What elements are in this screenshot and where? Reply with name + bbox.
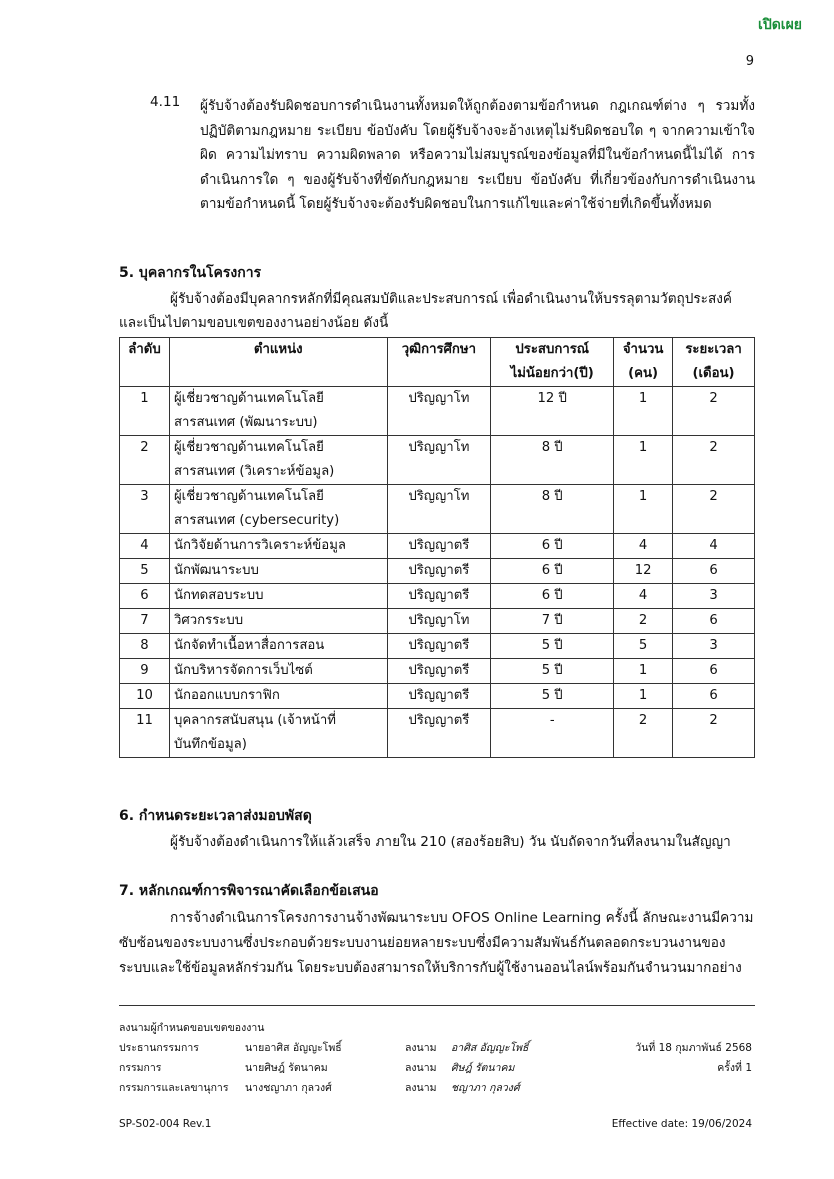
section-5-heading: 5. บุคลากรในโครงการ [119,265,262,281]
footer-date: วันที่ 18 กุมภาพันธ์ 2568 [635,1042,752,1054]
cell-duration: 2 [673,387,755,436]
table-row [120,485,755,534]
signer-role: กรรมการ [119,1062,162,1074]
section-5-intro-line1: ผู้รับจ้างต้องมีบุคลากรหลักที่มีคุณสมบัติและประสบการณ์ เพื่อดำเนินงานให้บรรลุตามวัตถุประสงค์ [170,291,733,307]
signature: ศิษฎ์ รัตนาคม [451,1062,515,1074]
cell-duration: 4 [673,534,755,559]
header-education: วุฒิการศึกษา [387,338,491,387]
header-experience: ประสบการณ์ ไม่น้อยกว่า(ปี) [491,338,614,387]
cell-position: นักทดสอบระบบ [169,584,387,609]
cell-education: ปริญญาตรี [387,559,491,584]
cell-position: บุคลากรสนับสนุน (เจ้าหน้าที่ บันทึกข้อมูล) [169,709,387,758]
table-row [120,436,755,485]
cell-no: 2 [120,436,170,485]
cell-count: 1 [614,684,673,709]
cell-education: ปริญญาตรี [387,634,491,659]
section-7-line1: การจ้างดำเนินการโครงการงานจ้างพัฒนาระบบ OFOS Online Learning ครั้งนี้ ลักษณะงานมีความ [170,910,754,926]
cell-no: 3 [120,485,170,534]
cell-education: ปริญญาตรี [387,659,491,684]
cell-no: 1 [120,387,170,436]
cell-experience: 7 ปี [491,609,614,634]
footer-divider [119,1005,755,1006]
sign-label: ลงนาม [405,1042,437,1054]
section-6-text: ผู้รับจ้างต้องดำเนินการให้แล้วเสร็จ ภายใน 210 (สองร้อยสิบ) วัน นับถัดจากวันที่ลงนามในสัญญา [170,834,731,850]
section-5-intro-line2: และเป็นไปตามขอบเขตของงานอย่างน้อย ดังนี้ [119,315,389,331]
cell-count: 4 [614,584,673,609]
cell-position: นักวิจัยด้านการวิเคราะห์ข้อมูล [169,534,387,559]
table-row [120,559,755,584]
cell-position: ผู้เชี่ยวชาญด้านเทคโนโลยี สารสนเทศ (วิเคราะห์ข้อมูล) [169,436,387,485]
table-row [120,584,755,609]
cell-position: ผู้เชี่ยวชาญด้านเทคโนโลยี สารสนเทศ (พัฒนาระบบ) [169,387,387,436]
cell-count: 1 [614,485,673,534]
effective-date: Effective date: 19/06/2024 [611,1118,752,1130]
table-row [120,684,755,709]
sign-label: ลงนาม [405,1082,437,1094]
table-row [120,634,755,659]
cell-duration: 2 [673,485,755,534]
cell-experience: 6 ปี [491,534,614,559]
footer-revision: ครั้งที่ 1 [717,1062,752,1074]
sign-label: ลงนาม [405,1062,437,1074]
cell-position: ผู้เชี่ยวชาญด้านเทคโนโลยี สารสนเทศ (cybersecurity) [169,485,387,534]
header-no: ลำดับ [120,338,170,387]
header-count: จำนวน (คน) [614,338,673,387]
cell-duration: 2 [673,709,755,758]
signature: อาศิส อัญญะโพธิ์ [451,1042,529,1054]
cell-no: 6 [120,584,170,609]
cell-position: นักจัดทำเนื้อหาสื่อการสอน [169,634,387,659]
cell-count: 2 [614,709,673,758]
cell-no: 4 [120,534,170,559]
cell-position: วิศวกรระบบ [169,609,387,634]
cell-duration: 2 [673,436,755,485]
section-7-line3: ระบบและใช้ข้อมูลหลักร่วมกัน โดยระบบต้องสามารถให้บริการกับผู้ใช้งานออนไลน์พร้อมกันจำนวนมากอย่าง [119,960,742,976]
header-duration: ระยะเวลา (เดือน) [673,338,755,387]
footer-caption: ลงนามผู้กำหนดขอบเขตของงาน [119,1022,265,1034]
cell-duration: 6 [673,684,755,709]
cell-education: ปริญญาโท [387,609,491,634]
cell-education: ปริญญาโท [387,387,491,436]
cell-count: 12 [614,559,673,584]
section-6-heading: 6. กำหนดระยะเวลาส่งมอบพัสดุ [119,808,312,824]
signer-name: นางชญาภา กุลวงศ์ [245,1082,332,1094]
cell-no: 8 [120,634,170,659]
signer-role: กรรมการและเลขานุการ [119,1082,229,1094]
cell-experience: 8 ปี [491,485,614,534]
classification-label: เปิดเผย [758,17,802,33]
cell-education: ปริญญาตรี [387,534,491,559]
cell-position: นักออกแบบกราฟิก [169,684,387,709]
cell-education: ปริญญาโท [387,436,491,485]
cell-experience: - [491,709,614,758]
cell-education: ปริญญาตรี [387,584,491,609]
cell-no: 5 [120,559,170,584]
cell-no: 9 [120,659,170,684]
cell-count: 5 [614,634,673,659]
table-row [120,609,755,634]
cell-experience: 5 ปี [491,684,614,709]
table-row [120,659,755,684]
doc-code: SP-S02-004 Rev.1 [119,1118,212,1130]
cell-position: นักพัฒนาระบบ [169,559,387,584]
personnel-table [119,337,755,758]
cell-duration: 6 [673,559,755,584]
cell-duration: 3 [673,584,755,609]
signature: ชญาภา กุลวงศ์ [451,1082,520,1094]
section-7-line2: ซับซ้อนของระบบงานซึ่งประกอบด้วยระบบงานย่อยหลายระบบซึ่งมีความสัมพันธ์กันตลอดกระบวนงานของ [119,935,726,951]
cell-count: 4 [614,534,673,559]
signer-name: นายศิษฎ์ รัตนาคม [245,1062,328,1074]
cell-education: ปริญญาโท [387,485,491,534]
page-number: 9 [745,54,754,69]
cell-position: นักบริหารจัดการเว็บไซต์ [169,659,387,684]
cell-experience: 6 ปี [491,559,614,584]
cell-experience: 5 ปี [491,659,614,684]
table-row [120,709,755,758]
cell-experience: 8 ปี [491,436,614,485]
clause-text: ผู้รับจ้างต้องรับผิดชอบการดำเนินงานทั้งหมดให้ถูกต้องตามข้อกำหนด กฎเกณฑ์ต่าง ๆ รวมทั้งปฏิบัติตามกฎหมาย ระเบียบ ข้อบังคับ โดยผู้รับจ้างจะอ้างเหตุไม่รับผิดชอบใด ๆ จากความเข้าใจผิด ความไม่ทราบ ความผิดพลาด หรือความไม่สมบูรณ์ของข้อมูลที่มีในข้อกำหนดนี้ไม่ได้ การดำเนินการใด ๆ ของผู้รับจ้างที่ขัดกับกฎหมาย ระเบียบ ข้อบังคับ ที่เกี่ยวข้องกับการดำเนินงานตามข้อกำหนดนี้ โดยผู้รับจ้างจะต้องรับผิดชอบในการแก้ไขและค่าใช้จ่ายที่เกิดขึ้นทั้งหมด [200,98,755,212]
cell-no: 10 [120,684,170,709]
cell-duration: 6 [673,659,755,684]
cell-no: 11 [120,709,170,758]
cell-education: ปริญญาตรี [387,709,491,758]
header-position: ตำแหน่ง [169,338,387,387]
signer-name: นายอาศิส อัญญะโพธิ์ [245,1042,342,1054]
cell-duration: 3 [673,634,755,659]
table-row [120,534,755,559]
section-7-heading: 7. หลักเกณฑ์การพิจารณาคัดเลือกข้อเสนอ [119,883,379,899]
table-row [120,387,755,436]
cell-count: 1 [614,436,673,485]
cell-experience: 6 ปี [491,584,614,609]
cell-experience: 5 ปี [491,634,614,659]
cell-duration: 6 [673,609,755,634]
cell-experience: 12 ปี [491,387,614,436]
cell-count: 1 [614,387,673,436]
clause-number: 4.11 [150,94,181,110]
cell-count: 2 [614,609,673,634]
signer-role: ประธานกรรมการ [119,1042,199,1054]
cell-education: ปริญญาตรี [387,684,491,709]
cell-no: 7 [120,609,170,634]
cell-count: 1 [614,659,673,684]
table-header-row [120,338,755,387]
